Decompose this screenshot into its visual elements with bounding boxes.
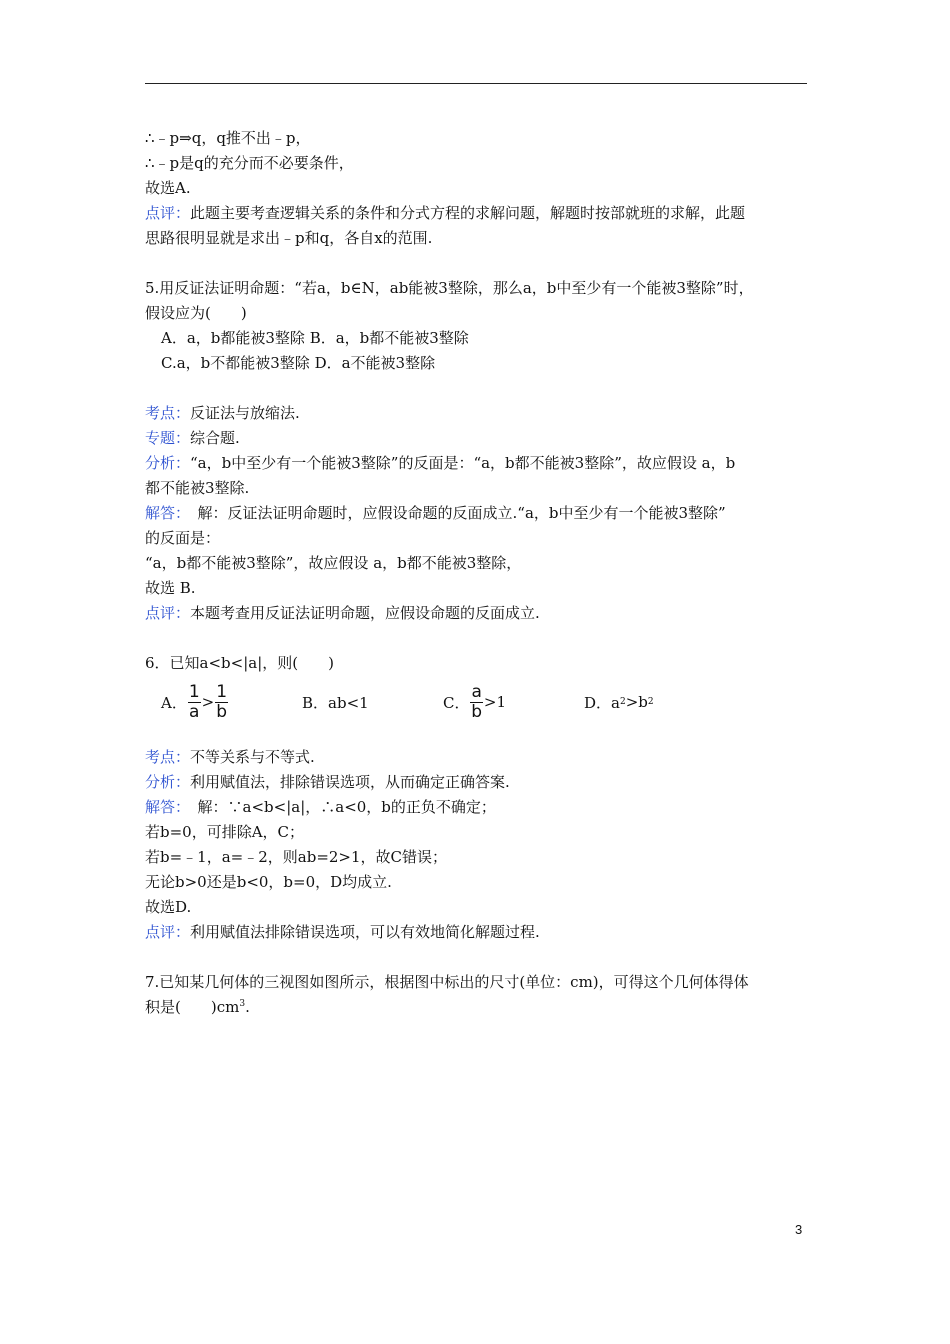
option-b: B．ab<1	[302, 693, 369, 712]
answer-text: 解：∵a<b<|a|，∴a<0，b的正负不确定；	[182, 798, 496, 816]
comment-text: 本题考查用反证法证明命题，应假设命题的反面成立.	[190, 604, 540, 622]
spacer	[145, 945, 815, 970]
text-line: 故选A.	[145, 179, 191, 197]
page-number: 3	[795, 1222, 803, 1237]
fraction	[470, 683, 482, 722]
comment-line	[145, 201, 815, 226]
numerator: a	[471, 681, 482, 702]
answer-line: 故选D.	[145, 898, 192, 916]
spacer	[145, 626, 815, 651]
answer-line: 故选 B.	[145, 579, 196, 597]
stem-text: 积是( )cm	[145, 998, 240, 1016]
answer-line	[145, 501, 815, 526]
spacer	[145, 729, 815, 745]
relation: >b	[625, 693, 648, 711]
comment-line	[145, 601, 815, 626]
denominator: b	[471, 701, 483, 722]
point-text: 不等关系与不等式.	[190, 748, 315, 766]
analysis-text: 利用赋值法，排除错误选项，从而确定正确答案.	[190, 773, 510, 791]
analysis-line	[145, 770, 815, 795]
answer-line: 无论b>0还是b<0，b=0，D均成立.	[145, 873, 392, 891]
comment-tag: 点评：	[145, 604, 191, 622]
answer-line: 的反面是：	[145, 529, 221, 547]
analysis-tag: 分析：	[145, 773, 191, 791]
option-a	[161, 680, 229, 724]
spacer	[145, 251, 815, 276]
text-line: ∴﹣p⇒q，q推不出﹣p，	[145, 129, 311, 147]
topic-tag: 专题：	[145, 429, 191, 447]
question-5-stem: 假设应为( )	[145, 304, 247, 322]
answer-line: 若b=﹣1，a=﹣2，则ab=2>1，故C错误；	[145, 848, 448, 866]
relation: >1	[483, 693, 507, 711]
text-line: ∴﹣p是q的充分而不必要条件，	[145, 154, 354, 172]
question-5-stem: 5.用反证法证明命题：“若a，b∈N，ab能被3整除，那么a，b中至少有一个能被3整除”时，	[145, 279, 754, 297]
option-c-label: C．	[443, 693, 470, 712]
denominator: b	[216, 701, 228, 722]
option-a-label: A．	[161, 693, 187, 712]
point-tag: 考点：	[145, 748, 191, 766]
topic-text: 综合题.	[190, 429, 240, 447]
option-c	[443, 680, 506, 724]
question-5-options: A．a，b都能被3整除 B．a，b都不能被3整除	[161, 329, 469, 347]
question-6-stem: 6．已知a<b<|a|，则( )	[145, 654, 334, 672]
point-tag: 考点：	[145, 404, 191, 422]
spacer	[145, 376, 815, 401]
answer-tag: 解答：	[145, 504, 183, 522]
question-5-options: C.a，b不都能被3整除 D．a不能被3整除	[161, 354, 436, 372]
analysis-text: “a，b中至少有一个能被3整除”的反面是：“a，b都不能被3整除”，故应假设 a，b	[190, 454, 736, 472]
analysis-line: 都不能被3整除.	[145, 479, 250, 497]
stem-text: .	[245, 998, 250, 1016]
comment-text: 利用赋值法排除错误选项，可以有效地简化解题过程.	[190, 923, 540, 941]
analysis-line	[145, 451, 815, 476]
answer-line: “a，b都不能被3整除”，故应假设 a，b都不能被3整除，	[145, 554, 522, 572]
numerator: 1	[216, 681, 228, 702]
question-7-stem: 7.已知某几何体的三视图如图所示，根据图中标出的尺寸(单位：cm)，可得这个几何体得体	[145, 973, 749, 991]
comment-line: 思路很明显就是求出﹣p和q，各自x的范围.	[145, 229, 433, 247]
answer-line	[145, 795, 815, 820]
answer-tag: 解答：	[145, 798, 183, 816]
fraction	[215, 683, 228, 722]
comment-tag: 点评：	[145, 923, 191, 941]
document-body	[145, 126, 815, 1020]
numerator: 1	[188, 681, 200, 702]
option-d: D．a 2 >b 2	[584, 693, 654, 712]
answer-text: 解：反证法证明命题时，应假设命题的反面成立.“a，b中至少有一个能被3整除”	[182, 504, 726, 522]
comment-line	[145, 920, 815, 945]
analysis-tag: 分析：	[145, 454, 191, 472]
exponent: 3	[239, 999, 246, 1009]
relation: >	[201, 693, 215, 711]
point-text: 反证法与放缩法.	[190, 404, 300, 422]
topic-line	[145, 426, 815, 451]
answer-line: 若b=0，可排除A，C；	[145, 823, 305, 841]
fraction	[188, 683, 201, 722]
comment-tag: 点评：	[145, 204, 191, 222]
comment-text: 此题主要考查逻辑关系的条件和分式方程的求解问题，解题时按部就班的求解，此题	[190, 204, 746, 222]
question-7-stem	[145, 995, 815, 1020]
denominator: a	[189, 701, 200, 722]
header-rule	[145, 83, 807, 84]
option-d-label: D．a	[584, 693, 620, 712]
question-6-options	[145, 680, 815, 724]
point-line	[145, 745, 815, 770]
point-line	[145, 401, 815, 426]
